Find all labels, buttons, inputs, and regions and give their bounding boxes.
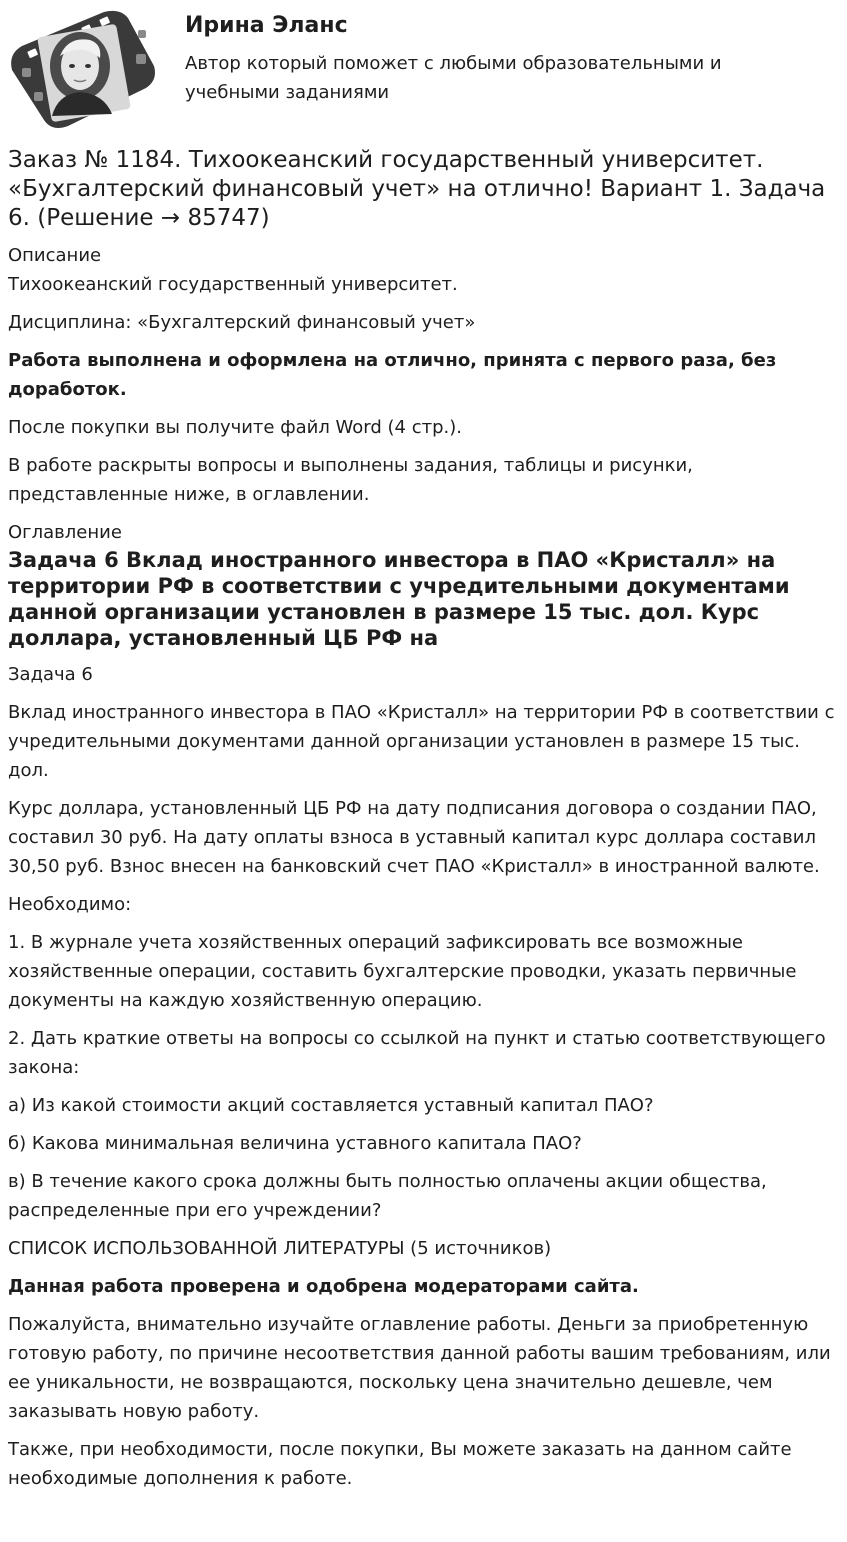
description-file: После покупки вы получите файл Word (4 стр.). <box>8 417 463 438</box>
task-question-c: в) В течение какого срока должны быть полностью оплачены акции общества, распределенные при его учреждении? <box>8 1171 767 1221</box>
description-discipline: Дисциплина: «Бухгалтерский финансовый учет» <box>8 312 476 333</box>
task-question-b: б) Какова минимальная величина уставного капитала ПАО? <box>8 1133 582 1154</box>
task-paragraph-1: Вклад иностранного инвестора в ПАО «Кристалл» на территории РФ в соответствии с учредительными документами данной организации установлен в размере 15 тыс. дол. <box>8 702 835 781</box>
task-item-2: 2. Дать краткие ответы на вопросы со ссылкой на пункт и статью соответствующего закона: <box>8 1028 826 1078</box>
author-block <box>8 0 839 146</box>
additions-note: Также, при необходимости, после покупки, Вы можете заказать на данном сайте необходимые дополнения к работе. <box>8 1439 792 1489</box>
refund-notice: Пожалуйста, внимательно изучайте оглавление работы. Деньги за приобретенную готовую работу, по причине несоответствия данной работы вашим требованиям, или ее уникальности, не возвращаются, поскольку цена значительно дешевле, чем заказывать новую работу. <box>8 1314 831 1422</box>
literature-list: СПИСОК ИСПОЛЬЗОВАННОЙ ЛИТЕРАТУРЫ (5 источников) <box>8 1238 552 1259</box>
page-title: Заказ № 1184. Тихоокеанский государственный университет. «Бухгалтерский финансовый учет» на отлично! Вариант 1. Задача 6. (Решение → 85747) <box>8 147 826 231</box>
approved-note: Данная работа проверена и одобрена модераторами сайта. <box>8 1276 639 1297</box>
toc-label: Оглавление <box>8 522 122 543</box>
author-description: Автор который поможет с любыми образовательными и учебными заданиями <box>185 53 722 103</box>
author-name[interactable]: Ирина Эланс <box>185 13 348 38</box>
description-contents: В работе раскрыты вопросы и выполнены задания, таблицы и рисунки, представленные ниже, в оглавлении. <box>8 455 693 505</box>
task-required: Необходимо: <box>8 894 132 915</box>
task-label: Задача 6 <box>8 664 93 685</box>
task-question-a: а) Из какой стоимости акций составляется уставный капитал ПАО? <box>8 1095 654 1116</box>
description-label: Описание <box>8 245 102 266</box>
description-university: Тихоокеанский государственный университет. <box>8 274 458 295</box>
author-avatar[interactable] <box>8 8 156 130</box>
task-paragraph-2: Курс доллара, установленный ЦБ РФ на дату подписания договора о создании ПАО, составил 30 руб. На дату оплаты взноса в уставный капитал курс доллара составил 30,50 руб. Взнос внесен на банковский счет ПАО «Кристалл» в иностранной валюте. <box>8 798 820 877</box>
toc-heading: Задача 6 Вклад иностранного инвестора в ПАО «Кристалл» на территории РФ в соответствии с учредительными документами данной организации установлен в размере 15 тыс. дол. Курс доллара, установленный ЦБ РФ на <box>8 548 790 650</box>
description-quality: Работа выполнена и оформлена на отлично, принята с первого раза, без доработок. <box>8 350 777 400</box>
task-item-1: 1. В журнале учета хозяйственных операций зафиксировать все возможные хозяйственные операции, составить бухгалтерские проводки, указать первичные документы на каждую хозяйственную операцию. <box>8 932 797 1011</box>
